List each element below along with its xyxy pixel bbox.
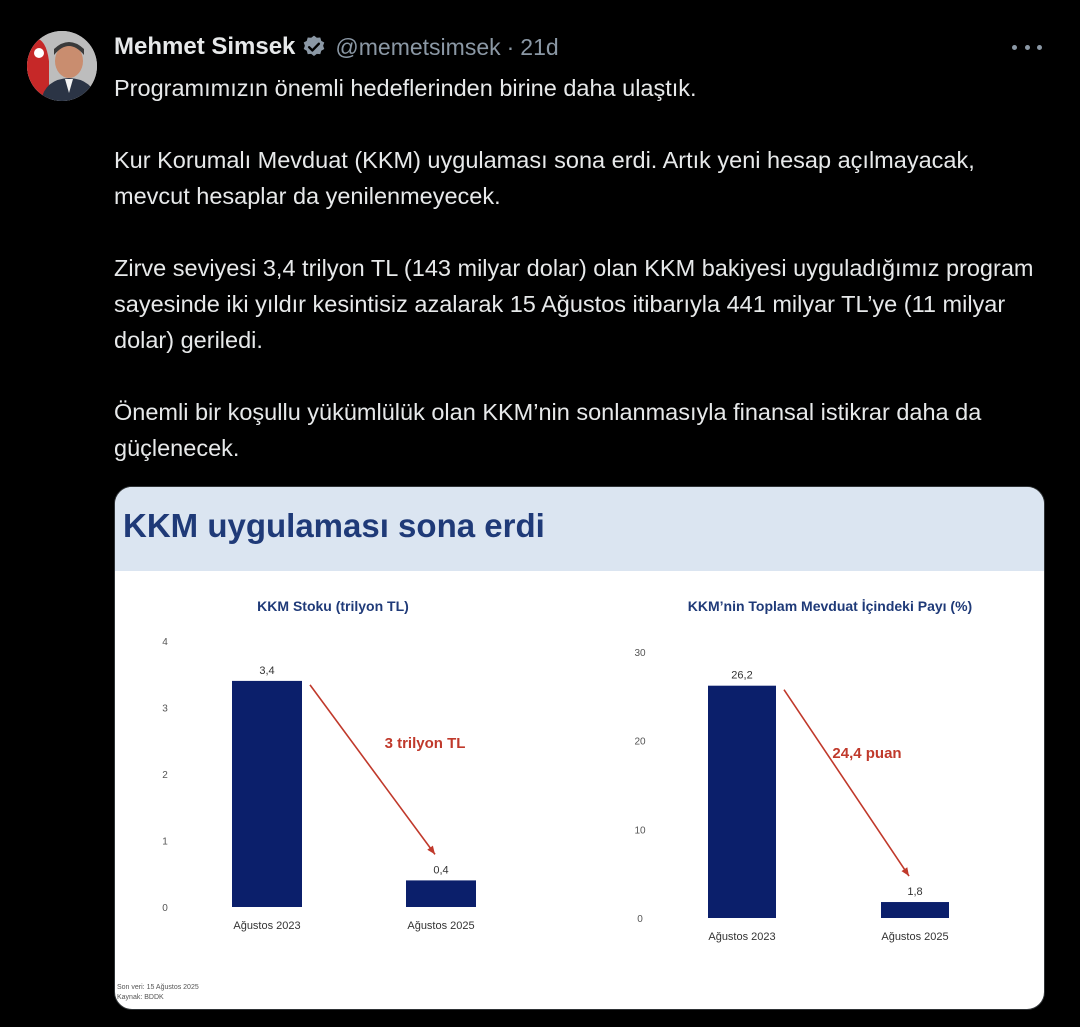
y-tick-label: 0 (637, 914, 643, 925)
tweet-text (114, 70, 1054, 502)
y-tick-label: 1 (162, 836, 168, 848)
data-label: 26,2 (731, 669, 753, 682)
avatar[interactable] (27, 31, 97, 101)
author-name[interactable]: Mehmet Simsek (114, 33, 296, 60)
chart-kkm-stock (115, 571, 580, 961)
y-tick-label: 2 (162, 770, 168, 781)
y-tick-label: 3 (162, 703, 168, 715)
tweet-paragraph: Önemli bir koşullu yükümlülük olan KKM’nin sonlanmasıyla finansal istikrar daha da güçlenecek. (114, 399, 982, 461)
author-handle[interactable]: @memetsimsek (335, 33, 501, 60)
chart-title: KKM Stoku (trilyon TL) (257, 598, 409, 614)
bar (881, 902, 949, 918)
footnote-source: Kaynak: BDDK (117, 994, 164, 1001)
trend-arrowhead (901, 867, 909, 876)
timestamp[interactable]: 21d (520, 33, 559, 60)
tweet-paragraph: Kur Korumalı Mevduat (KKM) uygulaması sona erdi. Artık yeni hesap açılmayacak, mevcut hesaplar da yenilenmeyecek. (114, 147, 975, 209)
tweet-media-image[interactable] (114, 486, 1045, 1010)
separator: · (506, 33, 515, 60)
tweet-header (114, 30, 559, 64)
bar (232, 681, 302, 907)
slide-header (115, 487, 1044, 571)
y-tick-label: 0 (162, 903, 168, 914)
tweet-paragraph: Zirve seviyesi 3,4 trilyon TL (143 milyar dolar) olan KKM bakiyesi uyguladığımız program sayesinde iki yıldır kesintisiz azalarak 15 Ağustos itibarıyla 441 milyar TL’ye (11 milyar dolar) geriledi. (114, 255, 1034, 353)
chart-title: KKM’nin Toplam Mevduat İçindeki Payı (%) (687, 598, 973, 614)
trend-arrowhead (427, 846, 435, 855)
slide-title: KKM uygulaması sona erdi (123, 507, 545, 544)
x-tick-label: Ağustos 2023 (233, 920, 301, 932)
trend-arrow (784, 690, 909, 876)
x-tick-label: Ağustos 2025 (881, 931, 949, 943)
y-tick-label: 4 (162, 637, 168, 648)
change-annotation: 3 trilyon TL (384, 735, 466, 752)
bar (708, 686, 776, 918)
y-tick-label: 20 (634, 736, 646, 748)
data-label: 3,4 (259, 664, 275, 677)
x-tick-label: Ağustos 2023 (708, 931, 776, 943)
profile-photo (27, 31, 97, 101)
verified-badge-icon (301, 34, 327, 60)
trend-arrow (310, 685, 435, 855)
x-tick-label: Ağustos 2025 (407, 920, 475, 932)
data-label: 1,8 (907, 886, 923, 899)
y-tick-label: 10 (634, 825, 646, 837)
chart-kkm-share (580, 571, 1045, 961)
tweet-paragraph: Programımızın önemli hedeflerinden birine daha ulaştık. (114, 75, 697, 101)
more-options-icon[interactable] (1012, 34, 1042, 60)
change-annotation: 24,4 puan (832, 745, 902, 762)
footnote-last-data: Son veri: 15 Ağustos 2025 (117, 984, 199, 991)
y-tick-label: 30 (634, 648, 646, 659)
bar (406, 880, 476, 907)
data-label: 0,4 (433, 864, 449, 877)
